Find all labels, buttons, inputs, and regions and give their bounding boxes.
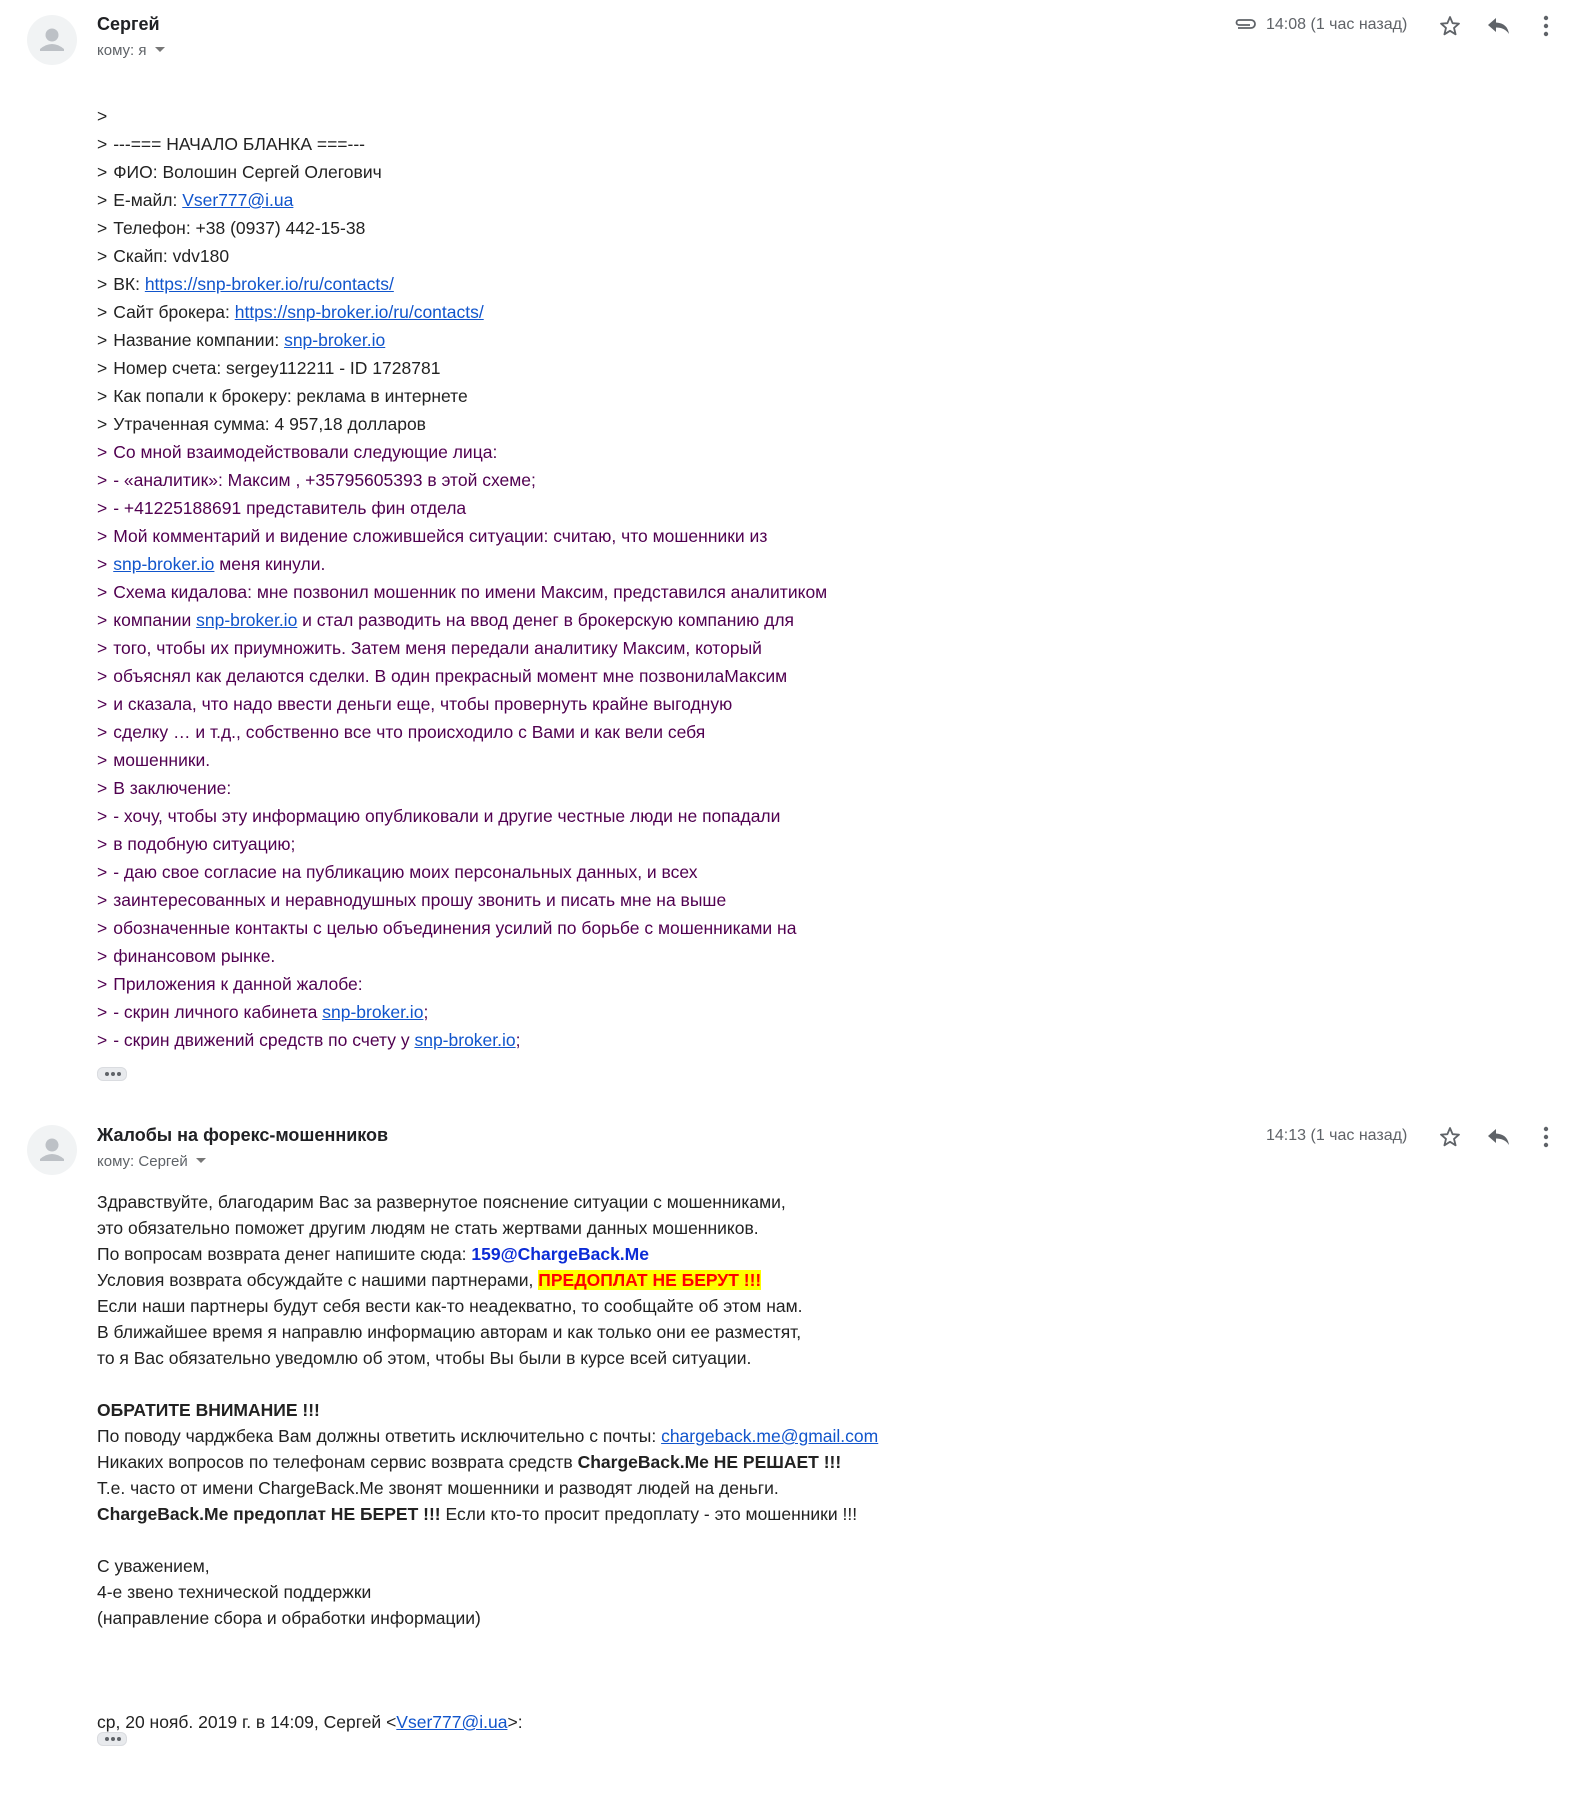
show-trimmed-content-button[interactable] (97, 1067, 127, 1081)
quoted-text: - хочу, чтобы эту информацию опубликовали и другие честные люди не попадали (113, 806, 781, 826)
star-icon[interactable] (1438, 14, 1462, 43)
quoted-text: Номер счета: sergey112211 - ID 1728781 (113, 358, 441, 378)
quoted-line (97, 662, 827, 690)
body-line (97, 1605, 878, 1631)
body-line (97, 1501, 878, 1527)
quoted-text: мошенники. (113, 750, 211, 770)
link[interactable]: https://snp-broker.io/ru/contacts/ (234, 302, 484, 322)
person-icon (27, 15, 77, 65)
quoted-line (97, 494, 827, 522)
quote-marker: > (97, 526, 108, 546)
highlighted-warning: ПРЕДОПЛАТ НЕ БЕРУТ !!! (538, 1270, 762, 1290)
avatar[interactable] (27, 1125, 77, 1175)
quoted-line (97, 438, 827, 466)
quoted-text: - «аналитик»: Максим , +35795605393 в этой схеме; (113, 470, 536, 490)
body-text: ср, 20 нояб. 2019 г. в 14:09, Сергей < (97, 1712, 397, 1732)
quoted-text: заинтересованных и неравнодушных прошу звонить и писать мне на выше (113, 890, 727, 910)
blank-line (97, 1657, 878, 1683)
quoted-line (97, 242, 827, 270)
body-line (97, 1319, 878, 1345)
quoted-text: и сказала, что надо ввести деньги еще, чтобы провернуть крайне выгодную (113, 694, 733, 714)
body-line (97, 1449, 878, 1475)
quoted-line (97, 690, 827, 718)
quote-marker: > (97, 946, 108, 966)
quoted-line (97, 914, 827, 942)
quoted-line (97, 186, 827, 214)
body-line (97, 1709, 878, 1735)
body-text: Никаких вопросов по телефонам сервис возврата средств (97, 1452, 578, 1472)
show-trimmed-content-button[interactable] (97, 1732, 127, 1746)
quoted-text: Мой комментарий и видение сложившейся ситуации: считаю, что мошенники из (113, 526, 768, 546)
quote-marker: > (97, 1030, 108, 1050)
body-line (97, 1241, 878, 1267)
quoted-text: ; (423, 1002, 429, 1022)
body-text: В ближайшее время я направлю информацию авторам и как только они ее разместят, (97, 1322, 802, 1342)
quoted-line (97, 1026, 827, 1054)
quoted-line (97, 522, 827, 550)
body-text: >: (507, 1712, 523, 1732)
quote-marker: > (97, 890, 108, 910)
quoted-text: - даю свое согласие на публикацию моих персональных данных, и всех (113, 862, 698, 882)
attachment-icon (1232, 16, 1258, 37)
reply-icon[interactable] (1486, 15, 1512, 42)
recipient-line[interactable] (97, 42, 165, 59)
link[interactable]: snp-broker.io (284, 330, 386, 350)
quoted-text: в подобную ситуацию; (113, 834, 296, 854)
quoted-line (97, 634, 827, 662)
quoted-line (97, 130, 827, 158)
quoted-text: ФИО: Волошин Сергей Олегович (113, 162, 382, 182)
quoted-text: Схема кидалова: мне позвонил мошенник по имени Максим, представился аналитиком (113, 582, 828, 602)
quoted-line (97, 858, 827, 886)
quote-marker: > (97, 162, 108, 182)
quoted-line (97, 830, 827, 858)
contact-address: 159@ChargeBack.Me (471, 1244, 649, 1264)
blank-line (97, 1527, 878, 1553)
blank-line (97, 1631, 878, 1657)
body-text: С уважением, (97, 1556, 210, 1576)
star-icon[interactable] (1438, 1125, 1462, 1154)
quoted-line (97, 970, 827, 998)
sender-name[interactable]: Сергей (97, 14, 160, 34)
quoted-line (97, 998, 827, 1026)
quoted-line (97, 466, 827, 494)
link[interactable]: snp-broker.io (196, 610, 298, 630)
body-text: Т.е. часто от имени ChargeBack.Me звонят мошенники и разводят людей на деньги. (97, 1478, 779, 1498)
quoted-line (97, 886, 827, 914)
quote-marker: > (97, 386, 108, 406)
quoted-text: меня кинули. (214, 554, 326, 574)
quote-marker: > (97, 834, 108, 854)
quoted-text: - скрин личного кабинета (113, 1002, 323, 1022)
body-line (97, 1215, 878, 1241)
quote-marker: > (97, 442, 108, 462)
link[interactable]: snp-broker.io (322, 1002, 424, 1022)
message-timestamp: 14:13 (1 час назад) (1266, 1127, 1408, 1144)
message-timestamp: 14:08 (1 час назад) (1266, 16, 1408, 33)
quoted-line (97, 382, 827, 410)
quote-marker: > (97, 358, 108, 378)
quote-marker: > (97, 806, 108, 826)
quoted-line (97, 270, 827, 298)
quoted-text: В заключение: (113, 778, 232, 798)
quoted-line (97, 354, 827, 382)
quoted-text: Сайт брокера: (113, 302, 235, 322)
sender-name[interactable]: Жалобы на форекс-мошенников (97, 1125, 389, 1145)
quote-marker: > (97, 918, 108, 938)
body-line (97, 1267, 878, 1293)
quoted-text: Название компании: (113, 330, 285, 350)
body-text: По поводу чарджбека Вам должны ответить исключительно с почты: (97, 1426, 662, 1446)
body-text: (направление сбора и обработки информации) (97, 1608, 481, 1628)
quoted-line (97, 942, 827, 970)
link[interactable]: snp-broker.io (414, 1030, 516, 1050)
quoted-line (97, 774, 827, 802)
body-line (97, 1475, 878, 1501)
body-text: ChargeBack.Me НЕ РЕШАЕТ !!! (577, 1452, 842, 1472)
recipient-line[interactable] (97, 1153, 206, 1170)
body-line (97, 1397, 878, 1423)
body-text: Условия возврата обсуждайте с нашими партнерами, (97, 1270, 539, 1290)
chevron-down-icon[interactable] (155, 47, 165, 52)
body-line (97, 1579, 878, 1605)
quote-marker: > (97, 190, 108, 210)
quoted-message-body (97, 102, 827, 1054)
quoted-line (97, 214, 827, 242)
body-text: Если кто-то просит предоплату - это мошенники !!! (440, 1504, 858, 1524)
email-link[interactable]: Vser777@i.ua (396, 1712, 508, 1732)
quote-marker: > (97, 1002, 108, 1022)
email-link[interactable]: chargeback.me@gmail.com (661, 1426, 879, 1446)
quote-marker: > (97, 498, 108, 518)
quoted-line (97, 606, 827, 634)
quote-marker: > (97, 666, 108, 686)
quote-marker: > (97, 554, 108, 574)
quoted-text: Скайп: vdv180 (113, 246, 230, 266)
quoted-text: сделку … и т.д., собственно все что происходило с Вами и как вели себя (113, 722, 706, 742)
quoted-line (97, 746, 827, 774)
quoted-text: объяснял как делаются сделки. В один прекрасный момент мне позвонилаМаксим (113, 666, 788, 686)
quoted-text: Со мной взаимодействовали следующие лица: (113, 442, 498, 462)
body-line (97, 1553, 878, 1579)
body-text: 4-е звено технической поддержки (97, 1582, 372, 1602)
quote-marker: > (97, 218, 108, 238)
quoted-text: Утраченная сумма: 4 957,18 долларов (113, 414, 426, 434)
quoted-line (97, 102, 827, 130)
recipient-label: кому: я (97, 42, 147, 59)
quote-marker: > (97, 862, 108, 882)
quote-marker: > (97, 330, 108, 350)
body-text: Если наши партнеры будут себя вести как-то неадекватно, то сообщайте об этом нам. (97, 1296, 803, 1316)
reply-message-body (97, 1189, 878, 1735)
quoted-text: того, чтобы их приумножить. Затем меня передали аналитику Максим, который (113, 638, 762, 658)
quote-marker: > (97, 302, 108, 322)
quoted-text: Как попали к брокеру: реклама в интернете (113, 386, 468, 406)
quoted-line (97, 578, 827, 606)
body-text: Здравствуйте, благодарим Вас за развернутое пояснение ситуации с мошенниками, (97, 1192, 786, 1212)
quote-marker: > (97, 106, 108, 126)
quote-marker: > (97, 638, 108, 658)
avatar[interactable] (27, 15, 77, 65)
chevron-down-icon[interactable] (196, 1158, 206, 1163)
quoted-text: и стал разводить на ввод денег в брокерскую компанию для (297, 610, 795, 630)
body-line (97, 1345, 878, 1371)
quote-marker: > (97, 974, 108, 994)
quoted-text: компании (113, 610, 197, 630)
more-vert-icon[interactable] (1542, 1125, 1550, 1154)
link[interactable]: Vser777@i.ua (182, 190, 294, 210)
quoted-text: ; (515, 1030, 521, 1050)
quote-marker: > (97, 750, 108, 770)
quoted-text: Приложения к данной жалобе: (113, 974, 363, 994)
body-line (97, 1293, 878, 1319)
quote-marker: > (97, 470, 108, 490)
recipient-label: кому: Сергей (97, 1153, 188, 1170)
body-text: ОБРАТИТЕ ВНИМАНИЕ !!! (97, 1400, 320, 1420)
quoted-line (97, 550, 827, 578)
quote-marker: > (97, 274, 108, 294)
quoted-line (97, 718, 827, 746)
body-line (97, 1189, 878, 1215)
quoted-text: обозначенные контакты с целью объединения усилий по борьбе с мошенниками на (113, 918, 797, 938)
blank-line (97, 1683, 878, 1709)
quoted-text: Телефон: +38 (0937) 442-15-38 (113, 218, 366, 238)
body-text: ChargeBack.Me предоплат НЕ БЕРЕТ !!! (97, 1504, 441, 1524)
quote-marker: > (97, 722, 108, 742)
quoted-line (97, 298, 827, 326)
quote-marker: > (97, 246, 108, 266)
blank-line (97, 1371, 878, 1397)
quote-marker: > (97, 694, 108, 714)
person-icon (27, 1125, 77, 1175)
link[interactable]: snp-broker.io (113, 554, 215, 574)
quoted-line (97, 410, 827, 438)
quoted-line (97, 802, 827, 830)
quote-marker: > (97, 414, 108, 434)
quoted-text: - скрин движений средств по счету у (113, 1030, 415, 1050)
link[interactable]: https://snp-broker.io/ru/contacts/ (144, 274, 394, 294)
body-line (97, 1423, 878, 1449)
quoted-text: ---=== НАЧАЛО БЛАНКА ===--- (113, 134, 366, 154)
quote-marker: > (97, 610, 108, 630)
quote-marker: > (97, 582, 108, 602)
quoted-line (97, 326, 827, 354)
more-vert-icon[interactable] (1542, 14, 1550, 43)
quote-marker: > (97, 778, 108, 798)
quoted-text: Е-майл: (113, 190, 183, 210)
body-text: это обязательно поможет другим людям не стать жертвами данных мошенников. (97, 1218, 759, 1238)
quote-marker: > (97, 134, 108, 154)
body-text: то я Вас обязательно уведомлю об этом, чтобы Вы были в курсе всей ситуации. (97, 1348, 752, 1368)
quoted-text: финансовом рынке. (113, 946, 276, 966)
quoted-text: ВК: (113, 274, 145, 294)
quoted-line (97, 158, 827, 186)
quoted-text: - +41225188691 представитель фин отдела (113, 498, 467, 518)
body-text: По вопросам возврата денег напишите сюда: (97, 1244, 472, 1264)
reply-icon[interactable] (1486, 1126, 1512, 1153)
